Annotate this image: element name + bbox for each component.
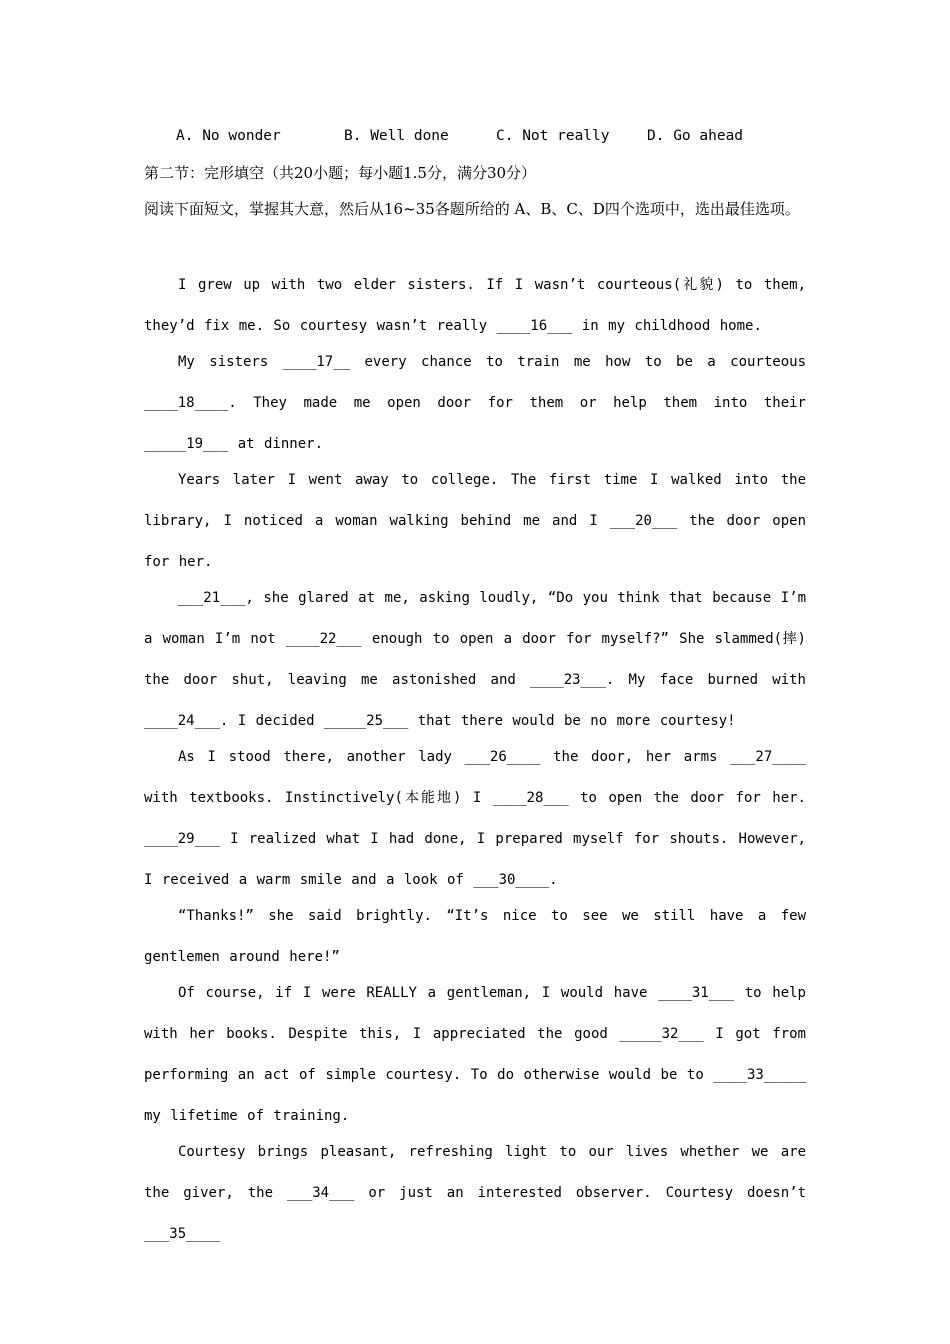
passage-paragraph-2: My sisters ____17__ every chance to train me how to be a courteous ____18____. They made me open door for them or help them into their _____19___ at dinner. (144, 354, 806, 452)
passage-paragraph-1: I grew up with two elder sisters. If I wasn’t courteous(礼貌) to them, they’d fix me. So courtesy wasn’t really ____16___ in my childhood home. (144, 277, 806, 334)
passage-paragraph-4: ___21___, she glared at me, asking loudly, “Do you think that because I’m a woman I’m not ____22___ enough to open a door for myself?” She slammed(摔) the door shut, leaving me astonished and ____23___. My face burned with ____24___. I decided _____25___ that there would be no more courtesy! (144, 590, 806, 729)
passage-paragraph-5: As I stood there, another lady ___26____ the door, her arms ___27____ with textbooks. Instinctively(本能地) I ____28___ to open the door for her. ____29___ I realized what I had done, I prepared myself for shouts. However, I received a warm smile and a look of ___30____. (144, 749, 806, 888)
option-d: D. Go ahead (647, 128, 744, 144)
option-a: A. No wonder (176, 128, 281, 144)
passage-paragraph-8: Courtesy brings pleasant, refreshing light to our lives whether we are the giver, the ___34___ or just an interested observer. Courtesy doesn’t ___35____ (144, 1144, 806, 1242)
cloze-passage (144, 265, 806, 1250)
option-b: B. Well done (344, 128, 449, 144)
cloze-section-header (144, 162, 808, 230)
passage-paragraph-6: “Thanks!” she said brightly. “It’s nice to see we still have a few gentlemen around here!” (144, 908, 806, 965)
section-instruction: 阅读下面短文，掌握其大意，然后从16~35各题所给的 A、B、C、D四个选项中，选出最佳选项。 (144, 200, 800, 218)
passage-paragraph-7: Of course, if I were REALLY a gentleman, I would have ____31___ to help with her books. Despite this, I appreciated the good _____32___ I got from performing an act of simple courtesy. To do otherwise would be to ____33_____ my lifetime of training. (144, 985, 806, 1124)
passage-paragraph-3: Years later I went away to college. The first time I walked into the library, I noticed a woman walking behind me and I ___20___ the door open for her. (144, 472, 806, 570)
option-c: C. Not really (496, 128, 610, 144)
section-title: 第二节：完形填空（共20小题；每小题1.5分，满分30分） (144, 164, 537, 182)
answer-options-row (176, 128, 743, 144)
